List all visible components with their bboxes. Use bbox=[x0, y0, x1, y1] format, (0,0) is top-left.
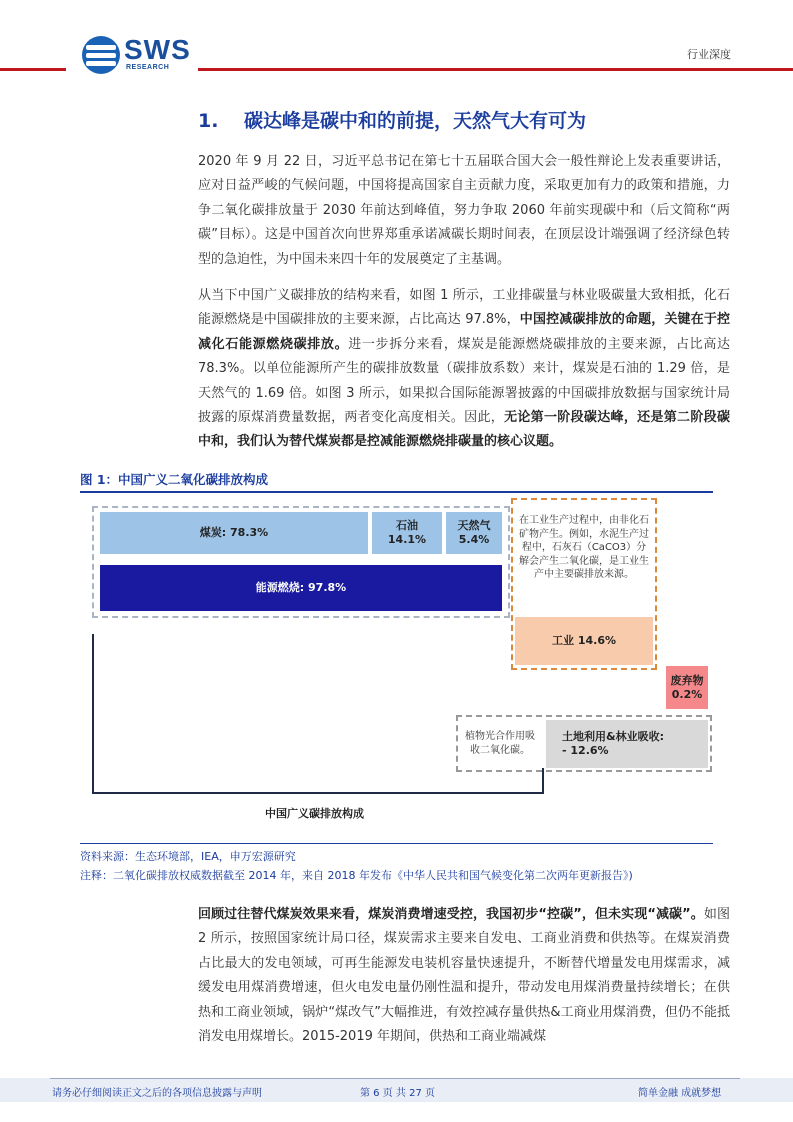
industry-bar bbox=[515, 617, 653, 665]
logo-subtitle: RESEARCH bbox=[126, 64, 170, 71]
paragraph-1: 2020 年 9 月 22 日，习近平总书记在第七十五届联合国大会一般性辩论上发表重要讲话，应对日益严峻的气候问题，中国将提高国家自主贡献力度，采取更加有力的政策和措施，力争二氧化碳排放量于 2030 年前达到峰值，努力争取 2060 年前实现碳中和（后文简称“两碳”目标）。这是中国首次向世界郑重承诺减碳长期时间表，在顶层设计端强调了经济绿色转型的急迫性，为中国未来四十年的发展奠定了主基调。 bbox=[198, 154, 730, 267]
paragraph-3-emphasis: 回顾过往替代煤炭效果来看，煤炭消费增速受控，我国初步“控碳”，但未实现“减碳”。 bbox=[198, 907, 704, 922]
oil-bar-name: 石油 bbox=[395, 519, 418, 532]
footer-rule bbox=[50, 1078, 740, 1079]
bracket-right-line bbox=[542, 768, 544, 794]
paragraph-3 bbox=[198, 903, 730, 1049]
oil-bar bbox=[372, 512, 442, 554]
section-number: 1. bbox=[198, 110, 219, 132]
footer-disclaimer: 请务必仔细阅读正文之后的各项信息披露与声明 bbox=[52, 1088, 262, 1099]
paragraph-2 bbox=[198, 284, 730, 455]
industry-annotation: 在工业生产过程中，由非化石矿物产生。例如，水泥生产过程中，石灰石（CaCO3）分解会产生二氧化碳，是工业生产中主要碳排放来源。 bbox=[519, 515, 649, 580]
paragraph-2-text-b: 进一步拆分来看，煤炭是能源燃烧碳排放的主要来源，占比高达 78.3%。以单位能源所产生的碳排放数量（碳排放系数）来计，煤炭是石油的 1.29 倍，是天然气的 1.69 倍。如图 3 所示，如果拟合国际能源署披露的中国碳排放数据与国家统计局披露的原煤消费量数据，两者变化高度相关。因此， bbox=[198, 336, 730, 426]
waste-bar-value: 0.2% bbox=[671, 687, 703, 701]
bracket-left-line bbox=[92, 634, 94, 794]
report-category: 行业深度 bbox=[687, 48, 731, 61]
industry-bar-label: 工业 14.6% bbox=[552, 634, 616, 647]
chart-caption: 中国广义碳排放构成 bbox=[265, 807, 364, 820]
paragraph-3-text: 如图 2 所示，按照国家统计局口径，煤炭需求主要来自发电、工商业消费和供热等。在煤炭消费占比最大的发电领域，可再生能源发电装机容量快速提升，不断替代增量发电用煤需求，减缓发电用煤消费增速，但火电发电量仍刚性温和提升，带动发电用煤消费量持续增长；在供热和工商业领域，锅炉“煤改气”大幅推进，有效控减存量供热&工商业用煤消费，但仍不能抵消发电用煤增长。2015-2019 年期间，供热和工商业端减煤 bbox=[198, 907, 730, 1045]
coal-bar-label: 煤炭: 78.3% bbox=[199, 526, 269, 539]
emissions-waterfall-chart bbox=[80, 494, 713, 840]
forestry-bar bbox=[546, 720, 708, 768]
waste-bar bbox=[666, 666, 708, 709]
energy-combustion-bar bbox=[100, 565, 502, 611]
footer-slogan: 简单金融 成就梦想 bbox=[638, 1088, 722, 1099]
gas-bar bbox=[446, 512, 502, 554]
figure-title: 图 1：中国广义二氧化碳排放构成 bbox=[80, 472, 269, 487]
gas-bar-value: 5.4% bbox=[458, 533, 490, 546]
logo-text: SWS bbox=[124, 34, 191, 65]
forestry-annotation: 植物光合作用吸收二氧化碳。 bbox=[465, 731, 535, 756]
coal-bar bbox=[100, 512, 368, 554]
figure-note: 注释：二氧化碳排放权威数据截至 2014 年，来自 2018 年发布《中华人民共和国气候变化第二次两年更新报告》) bbox=[80, 869, 633, 882]
header-divider-right bbox=[198, 68, 793, 71]
oil-bar-value: 14.1% bbox=[387, 533, 427, 546]
forestry-bar-value: - 12.6% bbox=[562, 744, 609, 757]
figure-source: 资料来源：生态环境部，IEA，申万宏源研究 bbox=[80, 850, 296, 863]
paragraph-2-emphasis-b: 无论第一阶段碳达峰，还是第二阶段碳中和，我们认为替代煤炭都是控减能源燃烧排碳量的核心议题。 bbox=[198, 410, 730, 450]
section-title-text: 碳达峰是碳中和的前提，天然气大有可为 bbox=[244, 110, 587, 132]
sws-logo-icon bbox=[82, 36, 120, 74]
forestry-bar-name: 土地利用&林业吸收: bbox=[562, 730, 664, 743]
energy-combustion-bar-label: 能源燃烧: 97.8% bbox=[255, 581, 347, 594]
source-rule bbox=[80, 843, 713, 844]
paragraph-2-text-a: 从当下中国广义碳排放的结构来看，如图 1 所示，工业排碳量与林业吸碳量大致相抵，化石能源燃烧是中国碳排放的主要来源，占比高达 97.8%， bbox=[198, 288, 730, 328]
header-divider-left bbox=[0, 68, 66, 71]
paragraph-2-emphasis-a: 中国控减碳排放的命题，关键在于控减化石能源燃烧碳排放。 bbox=[198, 312, 730, 352]
waste-bar-name: 废弃物 bbox=[670, 673, 704, 687]
figure-title-rule bbox=[80, 491, 713, 493]
section-title bbox=[198, 106, 586, 133]
gas-bar-name: 天然气 bbox=[457, 519, 491, 532]
page-number: 第 6 页 共 27 页 bbox=[360, 1088, 435, 1099]
bracket-bottom-line bbox=[92, 792, 544, 794]
